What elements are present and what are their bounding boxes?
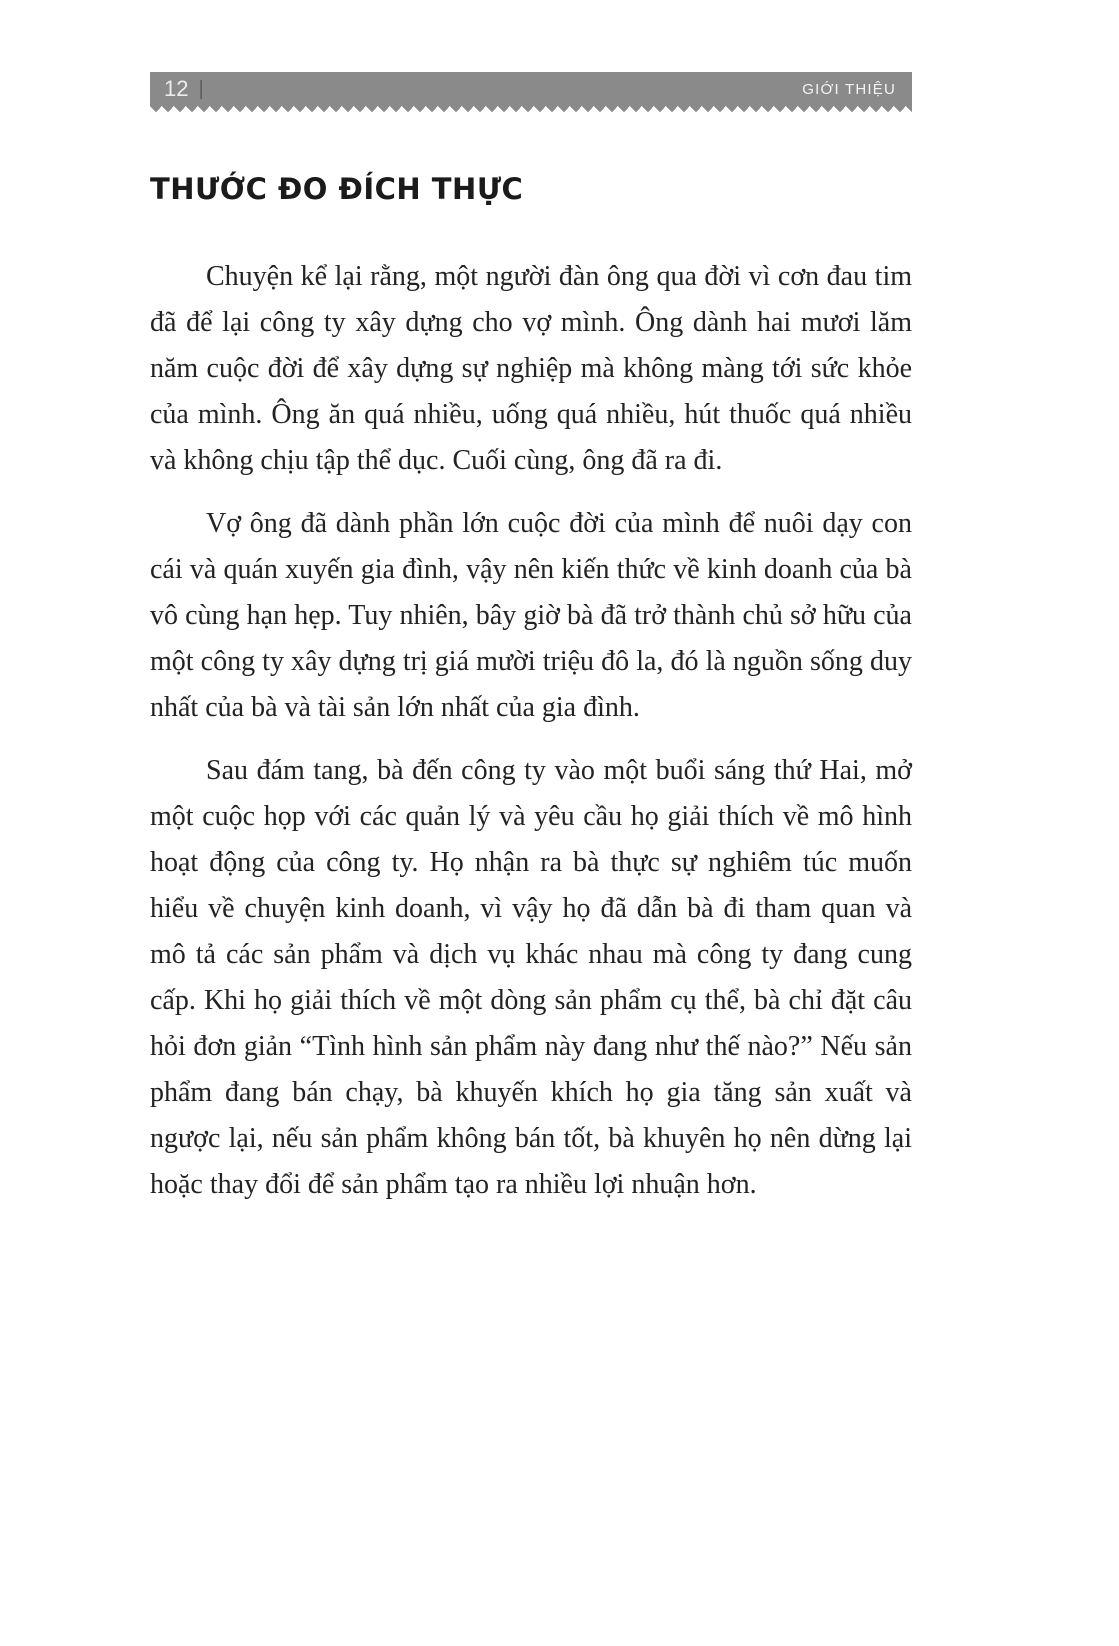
paragraph: Sau đám tang, bà đến công ty vào một buổi sáng thứ Hai, mở một cuộc họp với các quản lý và yêu cầu họ giải thích về mô hình hoạt động của công ty. Họ nhận ra bà thực sự nghiêm túc muốn hiểu về chuyện kinh doanh, vì vậy họ đã dẫn bà đi tham quan và mô tả các sản phẩm và dịch vụ khác nhau mà công ty đang cung cấp. Khi họ giải thích về một dòng sản phẩm cụ thể, bà chỉ đặt câu hỏi đơn giản “Tình hình sản phẩm này đang như thế nào?” Nếu sản phẩm đang bán chạy, bà khuyến khích họ gia tăng sản xuất và ngược lại, nếu sản phẩm không bán tốt, bà khuyên họ nên dừng lại hoặc thay đổi để sản phẩm tạo ra nhiều lợi nhuận hơn. [150,755,912,1200]
page-number-group [164,78,204,100]
header-bar [150,72,912,106]
header-zigzag-edge [150,106,912,112]
page-number: 12 [164,76,189,101]
paragraph: Vợ ông đã dành phần lớn cuộc đời của mình để nuôi dạy con cái và quán xuyến gia đình, vậy nên kiến thức về kinh doanh của bà vô cùng hạn hẹp. Tuy nhiên, bây giờ bà đã trở thành chủ sở hữu của một công ty xây dựng trị giá mười triệu đô la, đó là nguồn sống duy nhất của bà và tài sản lớn nhất của gia đình. [150,508,912,723]
running-head: GIỚI THIỆU [802,80,896,98]
section-heading: THƯỚC ĐO ĐÍCH THỰC [150,172,524,206]
paragraph: Chuyện kể lại rằng, một người đàn ông qua đời vì cơn đau tim đã để lại công ty xây dựng cho vợ mình. Ông dành hai mươi lăm năm cuộc đời để xây dựng sự nghiệp mà không màng tới sức khỏe của mình. Ông ăn quá nhiều, uống quá nhiều, hút thuốc quá nhiều và không chịu tập thể dục. Cuối cùng, ông đã ra đi. [150,261,912,476]
running-header [150,72,912,112]
page-content [150,172,912,1208]
page-number-divider: | [198,78,204,100]
